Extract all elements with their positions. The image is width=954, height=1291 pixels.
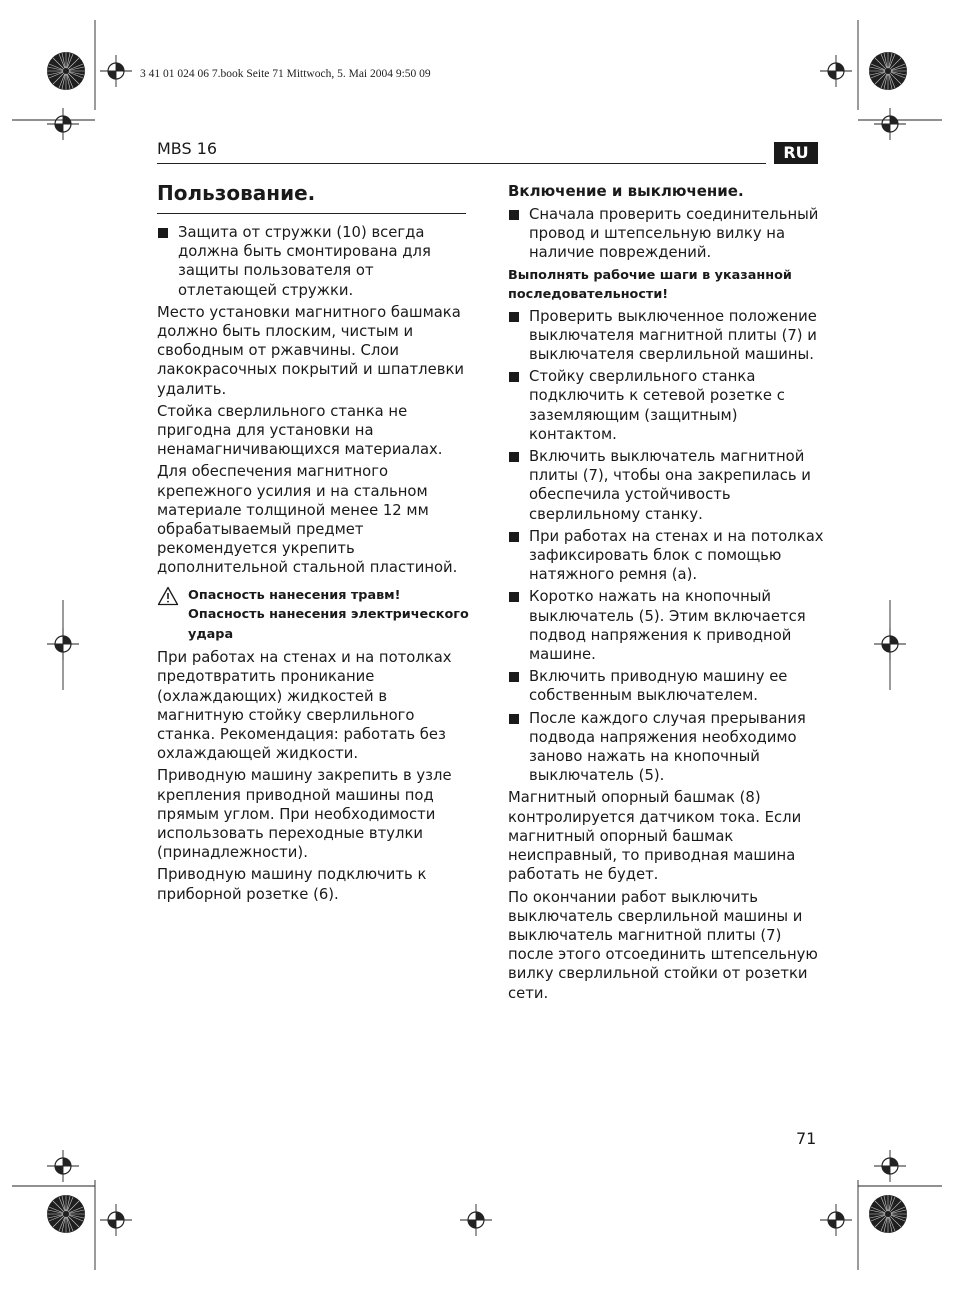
section-title-usage: Пользование. <box>157 180 466 214</box>
square-bullet-icon <box>509 312 519 322</box>
list-item <box>508 587 826 664</box>
bullet-list <box>508 205 826 263</box>
paragraph: При работах на стенах и на потолках предотвратить проникание (охлаждающих) жидкостей в магнитную стойку сверлильного станка. Рекомендация: работать без охлаждающей жидкости. <box>157 649 452 763</box>
model-name: MBS 16 <box>157 139 218 158</box>
list-item <box>508 205 826 263</box>
section-title-switching: Включение и выключение. <box>508 182 744 200</box>
print-slug: 3 41 01 024 06 7.book Seite 71 Mittwoch, 5. Mai 2004 9:50 09 <box>140 68 431 80</box>
list-item-text: Проверить выключенное положение выключателя магнитной плиты (7) и выключателя сверлильной машины. <box>529 307 817 364</box>
list-item <box>508 307 826 365</box>
bullet-list <box>508 307 826 786</box>
list-item <box>508 527 826 585</box>
list-item-text: Защита от стружки (10) всегда должна быть смонтирована для защиты пользователя от отлетающей стружки. <box>178 224 431 299</box>
paragraph: Магнитный опорный башмак (8) контролируется датчиком тока. Если магнитный опорный башмак неисправный, то приводная машина работать не будет. <box>508 789 802 884</box>
paragraph: Место установки магнитного башмака должно быть плоским, чистым и свободным от ржавчины. Слои лакокрасочных покрытий и шпатлевки удалить. <box>157 303 465 398</box>
paragraph: Для обеспечения магнитного крепежного усилия и на стальном материале толщиной менее 12 мм обрабатываемый предмет рекомендуется укрепить дополнительной стальной пластиной. <box>157 463 458 577</box>
list-item <box>508 367 826 444</box>
list-item <box>508 709 826 786</box>
square-bullet-icon <box>509 532 519 542</box>
square-bullet-icon <box>509 714 519 724</box>
paragraph: По окончании работ выключить выключатель сверлильной машины и выключатель магнитной плиты (7) после этого отсоединить штепсельную вилку сверлильной стойки от розетки сети. <box>508 888 818 1002</box>
list-item <box>508 447 826 524</box>
list-item-text: При работах на стенах и на потолках зафиксировать блок с помощью натяжного ремня (а). <box>529 527 824 584</box>
square-bullet-icon <box>509 672 519 682</box>
square-bullet-icon <box>509 210 519 220</box>
language-badge: RU <box>774 142 818 164</box>
list-item-text: После каждого случая прерывания подвода напряжения необходимо заново нажать на кнопочный выключатель (5). <box>529 709 806 785</box>
square-bullet-icon <box>509 372 519 382</box>
sequence-note: Выполнять рабочие шаги в указанной последовательности! <box>508 267 792 302</box>
paragraph: Приводную машину закрепить в узле крепления приводной машины под прямым углом. При необходимости использовать переходные втулки (принадлежности). <box>157 767 452 862</box>
list-item-text: Включить выключатель магнитной плиты (7), чтобы она закрепилась и обеспечила устойчивость сверлильному станку. <box>529 448 811 523</box>
page-number: 71 <box>796 1129 817 1148</box>
left-column <box>157 180 472 907</box>
paragraph: Приводную машину подключить к приборной розетке (6). <box>157 866 427 903</box>
warning-line-1: Опасность нанесения травм! <box>188 587 401 603</box>
square-bullet-icon <box>509 592 519 602</box>
warning-triangle-icon <box>157 586 179 606</box>
bullet-list <box>157 223 472 300</box>
list-item-text: Сначала проверить соединительный провод и штепсельную вилку на наличие повреждений. <box>529 206 819 262</box>
list-item-text: Коротко нажать на кнопочный выключатель (5). Этим включается подвод напряжения к приводной машине. <box>529 588 806 664</box>
list-item <box>508 667 826 705</box>
warning-block <box>157 586 472 645</box>
right-column <box>508 181 826 1006</box>
paragraph: Стойка сверлильного станка не пригодна для установки на ненамагничивающихся материалах. <box>157 402 443 459</box>
warning-line-2: Опасность нанесения электрического удара <box>188 607 469 642</box>
list-item-text: Включить приводную машину ее собственным выключателем. <box>529 668 788 705</box>
list-item-text: Стойку сверлильного станка подключить к сетевой розетке с заземляющим (защитным) контактом. <box>529 368 785 443</box>
header-rule <box>157 163 766 164</box>
square-bullet-icon <box>158 228 168 238</box>
list-item <box>157 223 472 300</box>
square-bullet-icon <box>509 452 519 462</box>
